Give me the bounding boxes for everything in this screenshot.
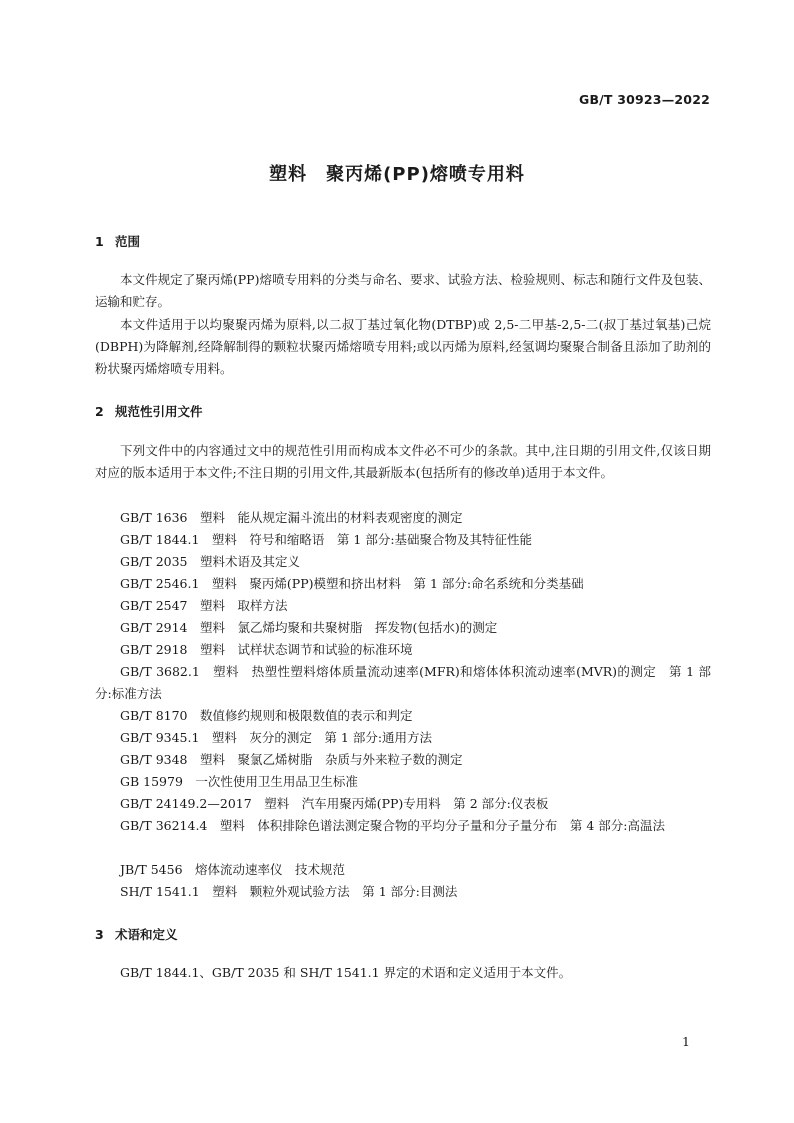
reference-item: GB/T 36214.4 塑料 体积排除色谱法测定聚合物的平均分子量和分子量分布 第 4 部分:高温法 bbox=[120, 818, 665, 833]
section-number: 1 bbox=[95, 234, 104, 249]
normative-intro: 下列文件中的内容通过文中的规范性引用而构成本文件必不可少的条款。其中,注日期的引用文件,仅该日期对应的版本适用于本文件;不注日期的引用文件,其最新版本(包括所有的修改单)适用于本文件。 bbox=[95, 443, 711, 480]
reference-item: GB/T 9348 塑料 聚氯乙烯树脂 杂质与外来粒子数的测定 bbox=[120, 752, 463, 767]
reference-item: GB 15979 一次性使用卫生用品卫生标准 bbox=[120, 774, 358, 789]
section-title: 范围 bbox=[115, 234, 141, 249]
reference-item: GB/T 2547 塑料 取样方法 bbox=[120, 598, 288, 613]
section-heading-scope bbox=[95, 232, 140, 250]
terms-paragraph: GB/T 1844.1、GB/T 2035 和 SH/T 1541.1 界定的术语和定义适用于本文件。 bbox=[120, 965, 572, 980]
reference-item: GB/T 8170 数值修约规则和极限数值的表示和判定 bbox=[120, 708, 413, 723]
reference-item: GB/T 2035 塑料术语及其定义 bbox=[120, 554, 301, 569]
scope-paragraph-2: 本文件适用于以均聚聚丙烯为原料,以二叔丁基过氧化物(DTBP)或 2,5-二甲基-2,5-二(叔丁基过氧基)己烷(DBPH)为降解剂,经降解制得的颗粒状聚丙烯熔喷专用料;或以丙烯为原料,经氢调均聚聚合制备且添加了助剂的粉状聚丙烯熔喷专用料。 bbox=[95, 317, 711, 376]
section-heading-normative bbox=[95, 402, 203, 420]
section-title: 规范性引用文件 bbox=[115, 404, 203, 419]
standard-code: GB/T 30923—2022 bbox=[578, 92, 710, 107]
page-number: 1 bbox=[682, 1034, 690, 1049]
section-number: 2 bbox=[95, 404, 104, 419]
scope-paragraph-1: 本文件规定了聚丙烯(PP)熔喷专用料的分类与命名、要求、试验方法、检验规则、标志和随行文件及包装、运输和贮存。 bbox=[95, 272, 711, 309]
reference-item: GB/T 2918 塑料 试样状态调节和试验的标准环境 bbox=[120, 642, 413, 657]
section-number: 3 bbox=[95, 927, 104, 942]
reference-item: GB/T 2914 塑料 氯乙烯均聚和共聚树脂 挥发物(包括水)的测定 bbox=[120, 620, 498, 635]
section-title: 术语和定义 bbox=[115, 927, 178, 942]
document-title: 塑料 聚丙烯(PP)熔喷专用料 bbox=[269, 164, 525, 185]
reference-item: GB/T 1844.1 塑料 符号和缩略语 第 1 部分:基础聚合物及其特征性能 bbox=[120, 532, 533, 547]
reference-item: GB/T 2546.1 塑料 聚丙烯(PP)模塑和挤出材料 第 1 部分:命名系统和分类基础 bbox=[120, 576, 584, 591]
section-heading-terms bbox=[95, 925, 178, 943]
reference-item: GB/T 1636 塑料 能从规定漏斗流出的材料表观密度的测定 bbox=[120, 510, 463, 525]
reference-item: GB/T 3682.1 塑料 热塑性塑料熔体质量流动速率(MFR)和熔体体积流动速率(MVR)的测定 第 1 部分:标准方法 bbox=[95, 664, 711, 701]
reference-item: JB/T 5456 熔体流动速率仪 技术规范 bbox=[120, 862, 346, 877]
reference-item: GB/T 9345.1 塑料 灰分的测定 第 1 部分:通用方法 bbox=[120, 730, 433, 745]
reference-item: GB/T 24149.2—2017 塑料 汽车用聚丙烯(PP)专用料 第 2 部分:仪表板 bbox=[120, 796, 549, 811]
reference-item: SH/T 1541.1 塑料 颗粒外观试验方法 第 1 部分:目测法 bbox=[120, 884, 458, 899]
